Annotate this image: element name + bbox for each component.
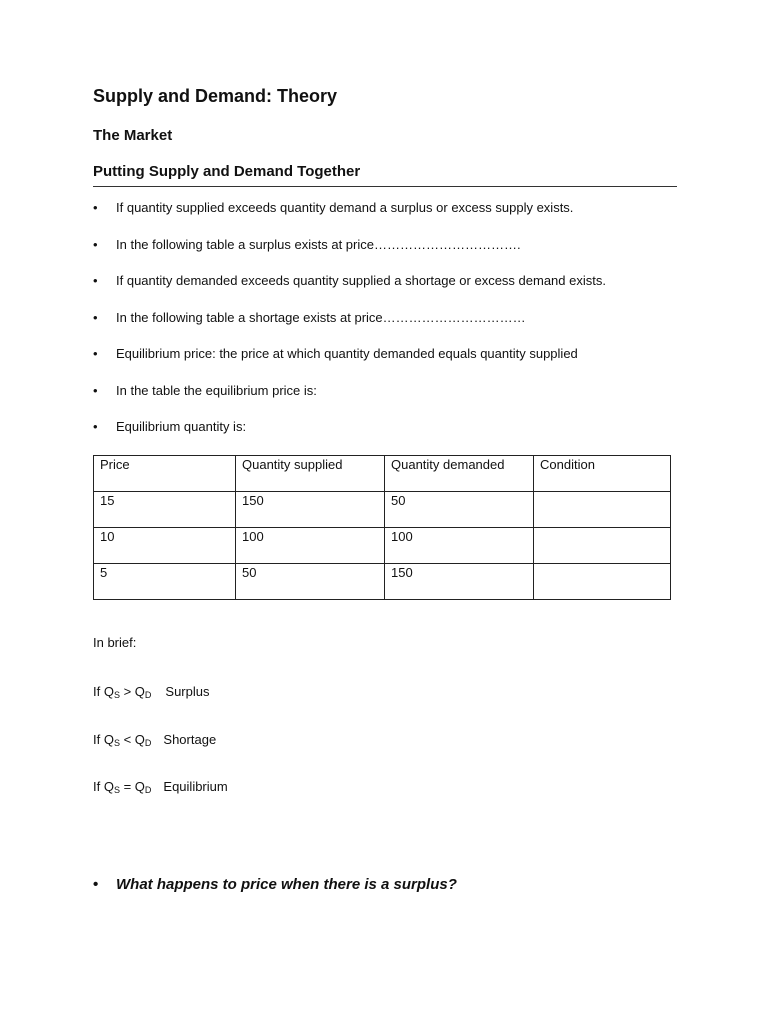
question-item bbox=[93, 876, 457, 893]
bullet-text: In the table the equilibrium price is: bbox=[116, 382, 317, 398]
table-row bbox=[94, 492, 671, 528]
bullet-icon: • bbox=[93, 236, 98, 252]
condition-prefix: If Q bbox=[93, 732, 114, 747]
subscript-d: D bbox=[144, 690, 152, 700]
bullet-list bbox=[93, 200, 606, 456]
table-cell-quantity-demanded: 100 bbox=[385, 528, 534, 564]
column-header-condition: Condition bbox=[534, 456, 671, 492]
column-header-quantity-demanded: Quantity demanded bbox=[385, 456, 534, 492]
condition-surplus bbox=[93, 684, 209, 699]
bullet-icon: • bbox=[93, 876, 99, 893]
subscript-s: S bbox=[113, 785, 120, 795]
condition-label: Shortage bbox=[163, 732, 217, 747]
table-cell-quantity-supplied: 150 bbox=[236, 492, 385, 528]
bullet-text: If quantity demanded exceeds quantity supplied a shortage or excess demand exists. bbox=[116, 273, 606, 288]
page-title: Supply and Demand: Theory bbox=[93, 86, 338, 106]
condition-shortage bbox=[93, 732, 216, 747]
bullet-icon: • bbox=[93, 382, 98, 398]
bullet-text: In the following table a surplus exists at price……………………………. bbox=[116, 236, 521, 252]
table-cell-quantity-supplied: 100 bbox=[236, 528, 385, 564]
bullet-icon: • bbox=[93, 273, 98, 288]
heading-divider bbox=[93, 186, 677, 187]
table-cell-condition[interactable] bbox=[534, 528, 671, 564]
condition-equilibrium bbox=[93, 779, 228, 794]
table-cell-price: 5 bbox=[94, 564, 236, 600]
bullet-icon: • bbox=[93, 346, 98, 361]
list-item bbox=[93, 200, 606, 237]
list-item bbox=[93, 419, 606, 456]
list-item bbox=[93, 310, 606, 347]
table-header-row bbox=[94, 456, 671, 492]
subscript-s: S bbox=[113, 738, 120, 748]
subscript-d: D bbox=[144, 785, 152, 795]
subscript-d: D bbox=[144, 738, 152, 748]
bullet-icon: • bbox=[93, 200, 98, 215]
column-header-quantity-supplied: Quantity supplied bbox=[236, 456, 385, 492]
bullet-text: Equilibrium quantity is: bbox=[116, 419, 247, 434]
condition-operator: = Q bbox=[119, 779, 145, 794]
table-cell-condition[interactable] bbox=[534, 564, 671, 600]
condition-prefix: If Q bbox=[93, 779, 114, 794]
table-cell-price: 10 bbox=[94, 528, 236, 564]
bullet-text: If quantity supplied exceeds quantity demand a surplus or excess supply exists. bbox=[116, 200, 574, 215]
bullet-text: In the following table a shortage exists at price…………………………… bbox=[116, 309, 526, 325]
condition-label: Equilibrium bbox=[163, 779, 228, 794]
brief-heading: In brief: bbox=[93, 635, 137, 650]
bullet-text: Equilibrium price: the price at which quantity demanded equals quantity supplied bbox=[116, 346, 578, 361]
table-cell-condition[interactable] bbox=[534, 492, 671, 528]
question-text: What happens to price when there is a surplus? bbox=[116, 876, 457, 893]
supply-demand-table bbox=[93, 455, 671, 600]
list-item bbox=[93, 346, 606, 383]
table-cell-quantity-demanded: 150 bbox=[385, 564, 534, 600]
list-item bbox=[93, 273, 606, 310]
condition-operator: < Q bbox=[119, 732, 145, 747]
section-heading: Putting Supply and Demand Together bbox=[93, 163, 361, 180]
table-cell-quantity-supplied: 50 bbox=[236, 564, 385, 600]
table-cell-quantity-demanded: 50 bbox=[385, 492, 534, 528]
subscript-s: S bbox=[113, 690, 120, 700]
table-row bbox=[94, 528, 671, 564]
section-subtitle: The Market bbox=[93, 127, 173, 144]
condition-label: Surplus bbox=[165, 684, 210, 699]
table-row bbox=[94, 564, 671, 600]
bullet-icon: • bbox=[93, 309, 98, 325]
table-cell-price: 15 bbox=[94, 492, 236, 528]
list-item bbox=[93, 383, 606, 420]
condition-prefix: If Q bbox=[93, 684, 114, 699]
column-header-price: Price bbox=[94, 456, 236, 492]
list-item bbox=[93, 237, 606, 274]
bullet-icon: • bbox=[93, 419, 98, 434]
condition-operator: > Q bbox=[119, 684, 145, 699]
